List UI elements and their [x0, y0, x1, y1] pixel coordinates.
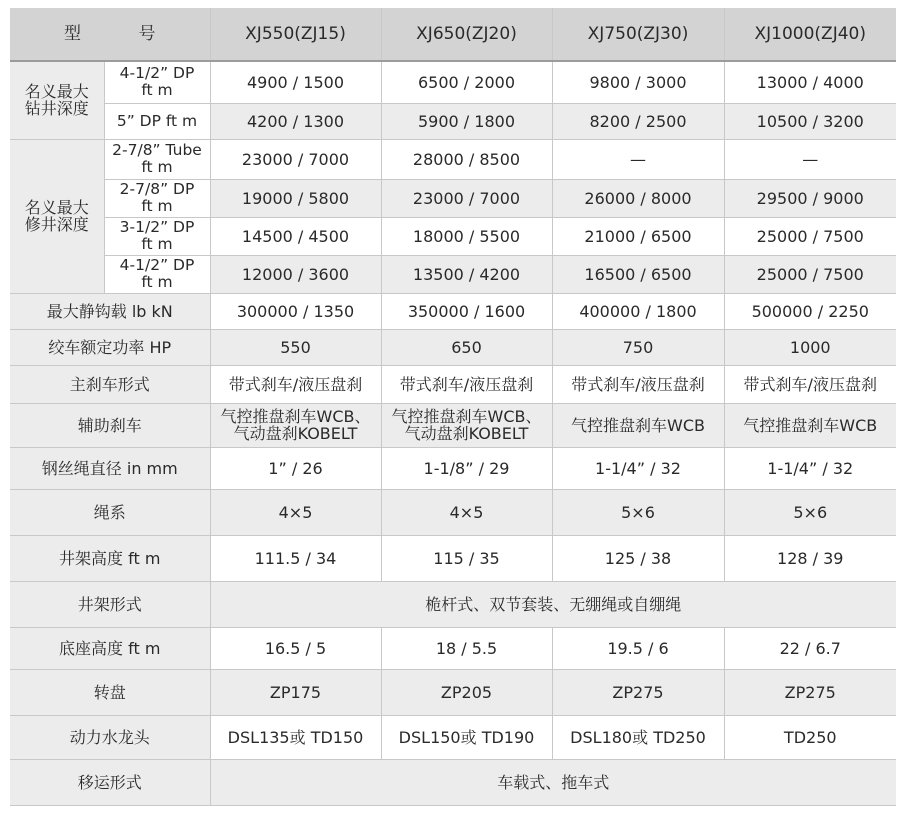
- value-cell: DSL135或 TD150: [210, 715, 381, 759]
- table-row: [10, 403, 896, 447]
- table-row: [10, 61, 896, 103]
- value-cell: 10500 / 3200: [724, 103, 896, 139]
- value-cell: DSL180或 TD250: [552, 715, 724, 759]
- spec-label: [104, 217, 210, 255]
- value-cell: 5×6: [552, 489, 724, 535]
- spec-text: 2-7/8” Tube ft m: [112, 141, 202, 176]
- value-cell: 128 / 39: [724, 535, 896, 581]
- value-cell: ZP275: [552, 669, 724, 715]
- model-xj550: XJ550(ZJ15): [210, 8, 381, 61]
- value-cell: ZP175: [210, 669, 381, 715]
- group-label-workover-depth: [10, 139, 104, 293]
- row-label-substructure-height: 底座高度 ft m: [10, 627, 210, 669]
- value-cell: 14500 / 4500: [210, 217, 381, 255]
- row-label-mast-height: 井架高度 ft m: [10, 535, 210, 581]
- value-cell: [381, 403, 552, 447]
- row-label-power-swivel: 动力水龙头: [10, 715, 210, 759]
- value-cell: [210, 403, 381, 447]
- row-label-main-brake: 主刹车形式: [10, 365, 210, 403]
- value-cell: 1-1/4” / 32: [724, 447, 896, 489]
- value-cell: 5900 / 1800: [381, 103, 552, 139]
- value-cell: 带式刹车/液压盘刹: [381, 365, 552, 403]
- value-cell: 23000 / 7000: [210, 139, 381, 179]
- value-text: 气控推盘刹车WCB、 气动盘刹KOBELT: [220, 407, 371, 443]
- value-cell: 25000 / 7500: [724, 255, 896, 293]
- value-cell: 111.5 / 34: [210, 535, 381, 581]
- value-cell: 1-1/4” / 32: [552, 447, 724, 489]
- value-cell: 1-1/8” / 29: [381, 447, 552, 489]
- value-cell: 气控推盘刹车WCB: [552, 403, 724, 447]
- group-label-drilling-depth: [10, 61, 104, 139]
- table-row: [10, 103, 896, 139]
- value-cell: 23000 / 7000: [381, 179, 552, 217]
- row-label-drawworks-power: 绞车额定功率 HP: [10, 329, 210, 365]
- value-cell: 16500 / 6500: [552, 255, 724, 293]
- row-label-line-system: 绳系: [10, 489, 210, 535]
- value-cell: 1” / 26: [210, 447, 381, 489]
- value-cell: 4×5: [381, 489, 552, 535]
- value-cell: 6500 / 2000: [381, 61, 552, 103]
- table-row: [10, 139, 896, 179]
- value-cell: 650: [381, 329, 552, 365]
- value-cell: 气控推盘刹车WCB: [724, 403, 896, 447]
- value-cell: 13000 / 4000: [724, 61, 896, 103]
- value-cell: 4200 / 1300: [210, 103, 381, 139]
- spec-label: [104, 255, 210, 293]
- value-cell: 19000 / 5800: [210, 179, 381, 217]
- value-cell: 4×5: [210, 489, 381, 535]
- value-cell: 21000 / 6500: [552, 217, 724, 255]
- model-xj650: XJ650(ZJ20): [381, 8, 552, 61]
- spec-text: 3-1/2” DP ft m: [119, 218, 195, 253]
- table-row: [10, 217, 896, 255]
- value-cell: 16.5 / 5: [210, 627, 381, 669]
- value-cell: 25000 / 7500: [724, 217, 896, 255]
- value-cell: 13500 / 4200: [381, 255, 552, 293]
- merged-value-cell: 桅杆式、双节套装、无绷绳或自绷绳: [210, 581, 896, 627]
- spec-text: 4-1/2” DP ft m: [119, 64, 195, 100]
- table-row: [10, 715, 896, 759]
- value-cell: 28000 / 8500: [381, 139, 552, 179]
- value-cell: 550: [210, 329, 381, 365]
- row-label-transport-mode: 移运形式: [10, 759, 210, 805]
- row-label-rotary-table: 转盘: [10, 669, 210, 715]
- header-row: [10, 8, 896, 61]
- value-cell: 750: [552, 329, 724, 365]
- rig-spec-table: [10, 8, 896, 806]
- spec-label: [104, 179, 210, 217]
- value-cell: 18000 / 5500: [381, 217, 552, 255]
- value-cell: 29500 / 9000: [724, 179, 896, 217]
- value-cell: 22 / 6.7: [724, 627, 896, 669]
- table-row: [10, 255, 896, 293]
- spec-text: 2-7/8” DP ft m: [119, 180, 195, 215]
- table-row: [10, 759, 896, 805]
- value-cell: 500000 / 2250: [724, 293, 896, 329]
- row-label-mast-type: 井架形式: [10, 581, 210, 627]
- value-text: 气控推盘刹车WCB、 气动盘刹KOBELT: [391, 407, 542, 443]
- spec-label: 5” DP ft m: [104, 103, 210, 139]
- row-label-max-hook-load: 最大静钩载 lb kN: [10, 293, 210, 329]
- value-cell: 带式刹车/液压盘刹: [552, 365, 724, 403]
- model-xj750: XJ750(ZJ30): [552, 8, 724, 61]
- value-cell: 9800 / 3000: [552, 61, 724, 103]
- value-cell: TD250: [724, 715, 896, 759]
- table-row: [10, 293, 896, 329]
- value-cell: 8200 / 2500: [552, 103, 724, 139]
- value-cell: 1000: [724, 329, 896, 365]
- merged-value-cell: 车载式、拖车式: [210, 759, 896, 805]
- value-cell: 带式刹车/液压盘刹: [210, 365, 381, 403]
- value-cell: DSL150或 TD190: [381, 715, 552, 759]
- value-cell: 115 / 35: [381, 535, 552, 581]
- table-row: [10, 447, 896, 489]
- table-row: [10, 329, 896, 365]
- value-cell: 18 / 5.5: [381, 627, 552, 669]
- table-row: [10, 627, 896, 669]
- table-row: [10, 535, 896, 581]
- value-cell: 400000 / 1800: [552, 293, 724, 329]
- value-cell: 125 / 38: [552, 535, 724, 581]
- table-row: [10, 669, 896, 715]
- table-row: [10, 489, 896, 535]
- value-cell: 26000 / 8000: [552, 179, 724, 217]
- value-cell: 12000 / 3600: [210, 255, 381, 293]
- table-row: [10, 179, 896, 217]
- value-cell: 350000 / 1600: [381, 293, 552, 329]
- value-cell: 5×6: [724, 489, 896, 535]
- value-cell: 19.5 / 6: [552, 627, 724, 669]
- group-label-text: 名义最大 修井深度: [24, 198, 89, 234]
- value-cell: 4900 / 1500: [210, 61, 381, 103]
- spec-text: 4-1/2” DP ft m: [119, 256, 195, 291]
- spec-label: [104, 61, 210, 103]
- value-cell: —: [552, 139, 724, 179]
- value-cell: 带式刹车/液压盘刹: [724, 365, 896, 403]
- model-xj1000: XJ1000(ZJ40): [724, 8, 896, 61]
- value-cell: —: [724, 139, 896, 179]
- table-row: [10, 581, 896, 627]
- table-row: [10, 365, 896, 403]
- value-cell: 300000 / 1350: [210, 293, 381, 329]
- model-header: 型 号: [10, 8, 210, 61]
- spec-label: [104, 139, 210, 179]
- row-label-wire-rope-diameter: 钢丝绳直径 in mm: [10, 447, 210, 489]
- group-label-text: 名义最大 钻井深度: [24, 82, 89, 119]
- value-cell: ZP205: [381, 669, 552, 715]
- value-cell: ZP275: [724, 669, 896, 715]
- row-label-aux-brake: 辅助刹车: [10, 403, 210, 447]
